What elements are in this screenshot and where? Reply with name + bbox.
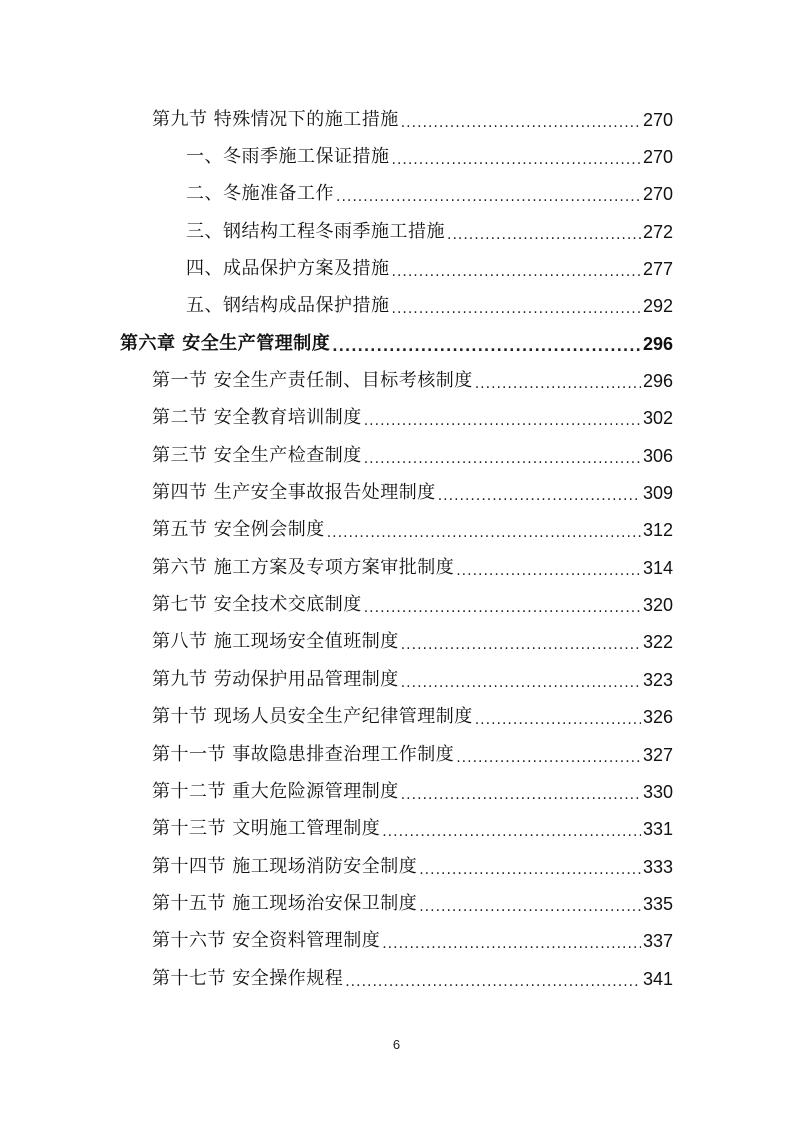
toc-leader-dots bbox=[392, 147, 641, 167]
toc-leader-dots bbox=[447, 222, 641, 242]
toc-entry-label: 第十四节 施工现场消防安全制度 bbox=[152, 855, 418, 877]
toc-entry-page: 296 bbox=[642, 371, 673, 392]
toc-entry[interactable] bbox=[0, 213, 793, 250]
page-number: 6 bbox=[392, 1037, 401, 1052]
toc-leader-dots bbox=[364, 595, 641, 615]
toc-entry-label: 第六章 安全生产管理制度 bbox=[120, 332, 331, 354]
toc-entry-label: 第四节 生产安全事故报告处理制度 bbox=[152, 482, 436, 504]
toc-entry-page: 296 bbox=[642, 333, 673, 354]
toc-entry-label: 五、钢结构成品保护措施 bbox=[186, 295, 390, 317]
toc-entry[interactable] bbox=[0, 624, 793, 661]
toc-entry-page: 270 bbox=[642, 109, 673, 130]
toc-entry-page: 335 bbox=[642, 893, 673, 914]
toc-entry-page: 320 bbox=[642, 595, 673, 616]
toc-leader-dots bbox=[456, 745, 641, 765]
toc-entry[interactable] bbox=[0, 586, 793, 623]
toc-entry[interactable] bbox=[0, 250, 793, 287]
toc-entry[interactable] bbox=[0, 101, 793, 138]
toc-entry[interactable] bbox=[0, 773, 793, 810]
toc-entry[interactable] bbox=[0, 960, 793, 997]
toc-leader-dots bbox=[336, 184, 641, 204]
toc-entry-label: 第十三节 文明施工管理制度 bbox=[152, 818, 381, 840]
toc-entry-page: 322 bbox=[642, 632, 673, 653]
toc-entry-page: 270 bbox=[642, 147, 673, 168]
toc-entry-page: 314 bbox=[642, 557, 673, 578]
toc-entry-label: 第十节 现场人员安全生产纪律管理制度 bbox=[152, 706, 473, 728]
toc-entry-page: 270 bbox=[642, 184, 673, 205]
toc-entry-page: 341 bbox=[642, 968, 673, 989]
toc-entry-label: 三、钢结构工程冬雨季施工措施 bbox=[186, 220, 445, 242]
toc-entry-page: 326 bbox=[642, 707, 673, 728]
toc-leader-dots bbox=[475, 371, 641, 391]
toc-leader-dots bbox=[401, 110, 641, 130]
toc-entry-page: 333 bbox=[642, 856, 673, 877]
toc-entry[interactable] bbox=[0, 885, 793, 922]
toc-entry-label: 第三节 安全生产检查制度 bbox=[152, 444, 362, 466]
toc-entry-page: 292 bbox=[642, 296, 673, 317]
toc-entry-page: 337 bbox=[642, 931, 673, 952]
toc-leader-dots bbox=[364, 446, 641, 466]
toc-entry-page: 331 bbox=[642, 819, 673, 840]
toc-entry[interactable] bbox=[0, 549, 793, 586]
toc-entry[interactable] bbox=[0, 848, 793, 885]
toc-leader-dots bbox=[345, 969, 641, 989]
toc-entry-label: 第六节 施工方案及专项方案审批制度 bbox=[152, 556, 455, 578]
toc-leader-dots bbox=[382, 819, 641, 839]
toc-entry[interactable] bbox=[0, 661, 793, 698]
toc-entry-label: 第二节 安全教育培训制度 bbox=[152, 407, 362, 429]
toc-chapter-entry[interactable] bbox=[0, 325, 793, 362]
toc-leader-dots bbox=[332, 334, 641, 354]
toc-entry-label: 第十一节 事故隐患排查治理工作制度 bbox=[152, 743, 455, 765]
toc-entry[interactable] bbox=[0, 437, 793, 474]
toc-entry-page: 323 bbox=[642, 669, 673, 690]
toc-entry[interactable] bbox=[0, 699, 793, 736]
toc-entry[interactable] bbox=[0, 362, 793, 399]
toc-entry-page: 306 bbox=[642, 445, 673, 466]
toc-entry-label: 第十六节 安全资料管理制度 bbox=[152, 930, 381, 952]
toc-entry[interactable] bbox=[0, 288, 793, 325]
toc-entry-label: 第十二节 重大危险源管理制度 bbox=[152, 780, 399, 802]
toc-leader-dots bbox=[401, 670, 641, 690]
toc-leader-dots bbox=[456, 558, 641, 578]
toc-entry[interactable] bbox=[0, 400, 793, 437]
toc-entry[interactable] bbox=[0, 512, 793, 549]
toc-leader-dots bbox=[392, 296, 641, 316]
toc-leader-dots bbox=[392, 259, 641, 279]
toc-entry-label: 第七节 安全技术交底制度 bbox=[152, 594, 362, 616]
toc-entry-label: 第九节 劳动保护用品管理制度 bbox=[152, 668, 399, 690]
toc-leader-dots bbox=[419, 894, 641, 914]
toc-leader-dots bbox=[419, 857, 641, 877]
toc-entry-label: 第八节 施工现场安全值班制度 bbox=[152, 631, 399, 653]
toc-entry[interactable] bbox=[0, 176, 793, 213]
toc-leader-dots bbox=[438, 483, 641, 503]
toc-entry-label: 第一节 安全生产责任制、目标考核制度 bbox=[152, 370, 473, 392]
toc-entry-page: 277 bbox=[642, 259, 673, 280]
toc-entry[interactable] bbox=[0, 923, 793, 960]
toc-entry-page: 272 bbox=[642, 221, 673, 242]
toc-entry-label: 第五节 安全例会制度 bbox=[152, 519, 325, 541]
toc-entry-page: 312 bbox=[642, 520, 673, 541]
toc-entry[interactable] bbox=[0, 811, 793, 848]
toc-leader-dots bbox=[475, 707, 641, 727]
toc-leader-dots bbox=[382, 931, 641, 951]
toc-entry-label: 二、冬施准备工作 bbox=[186, 183, 334, 205]
toc-entry-label: 第九节 特殊情况下的施工措施 bbox=[152, 108, 399, 130]
toc-entry[interactable] bbox=[0, 138, 793, 175]
toc-leader-dots bbox=[364, 408, 641, 428]
toc-entry-label: 第十七节 安全操作规程 bbox=[152, 967, 344, 989]
toc-entry[interactable] bbox=[0, 736, 793, 773]
toc-entry-page: 309 bbox=[642, 483, 673, 504]
toc-entry[interactable] bbox=[0, 474, 793, 511]
table-of-contents bbox=[0, 101, 793, 997]
toc-entry-page: 330 bbox=[642, 781, 673, 802]
toc-leader-dots bbox=[327, 520, 641, 540]
toc-leader-dots bbox=[401, 782, 641, 802]
toc-entry-label: 一、冬雨季施工保证措施 bbox=[186, 146, 390, 168]
toc-entry-label: 第十五节 施工现场治安保卫制度 bbox=[152, 892, 418, 914]
toc-leader-dots bbox=[401, 632, 641, 652]
toc-entry-page: 327 bbox=[642, 744, 673, 765]
toc-entry-page: 302 bbox=[642, 408, 673, 429]
toc-entry-label: 四、成品保护方案及措施 bbox=[186, 258, 390, 280]
